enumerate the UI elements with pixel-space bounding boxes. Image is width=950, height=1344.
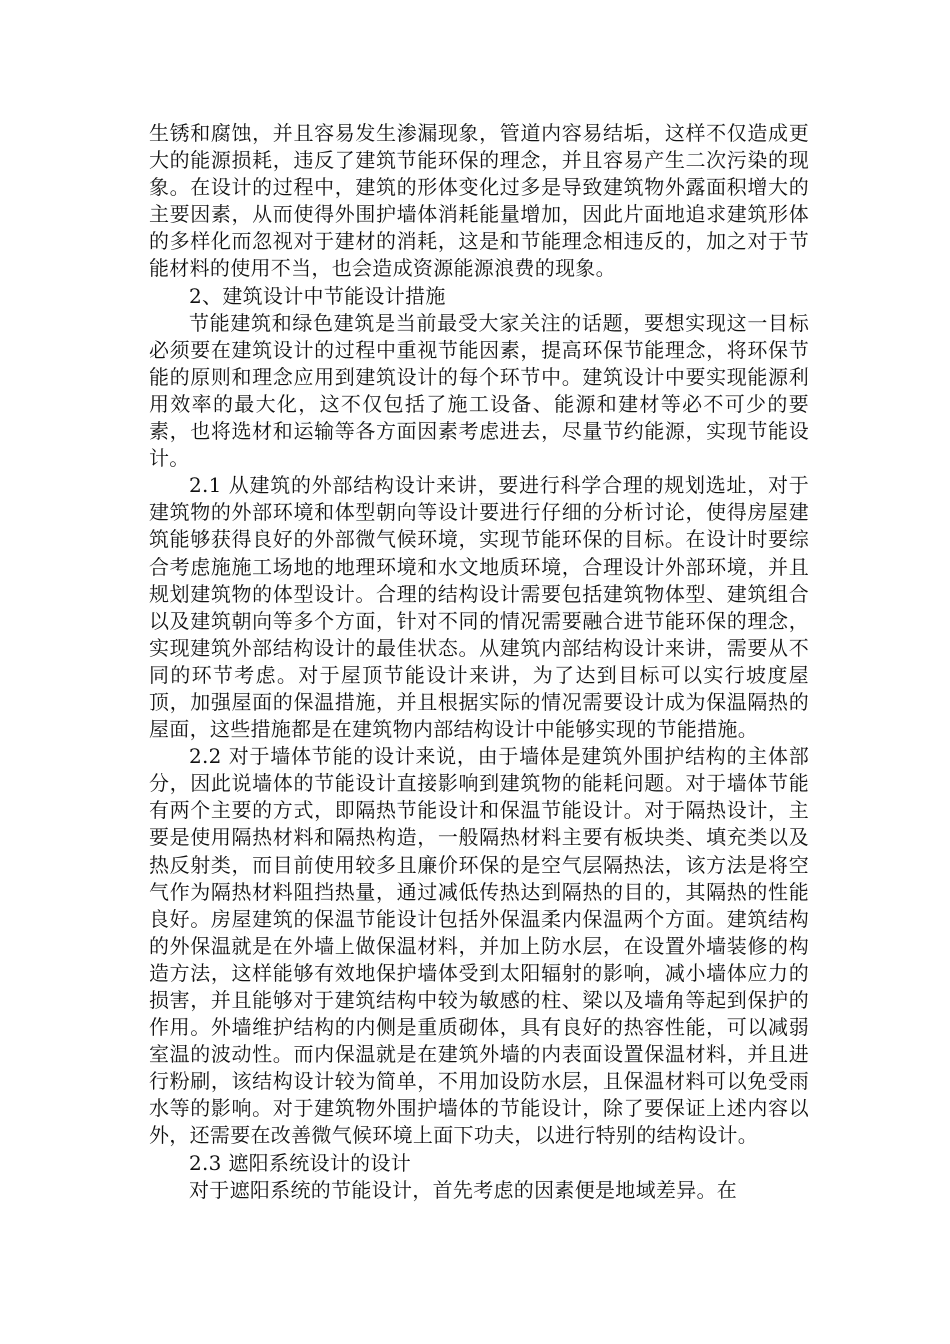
paragraph-intro: 节能建筑和绿色建筑是当前最受大家关注的话题，要想实现这一目标必须要在建筑设计的过程中重视节能因素，提高环保节能理念，将环保节能的原则和理念应用到建筑设计的每个环节中。建筑设计中要实现能源利用效率的最大化，这不仅包括了施工设备、能源和建材等必不可少的要素，也将选材和运输等各方面因素考虑进去，尽量节约能源，实现节能设计。 bbox=[149, 310, 809, 471]
article-body bbox=[149, 120, 809, 1204]
paragraph-2-2: 2.2 对于墙体节能的设计来说，由于墙体是建筑外围护结构的主体部分，因此说墙体的节能设计直接影响到建筑物的能耗问题。对于墙体节能有两个主要的方式，即隔热节能设计和保温节能设计。对于隔热设计，主要是使用隔热材料和隔热构造，一般隔热材料主要有板块类、填充类以及热反射类，而目前使用较多且廉价环保的是空气层隔热法，该方法是将空气作为隔热材料阻挡热量，通过减低传热达到隔热的目的，其隔热的性能良好。房屋建筑的保温节能设计包括外保温柔内保温两个方面。建筑结构的外保温就是在外墙上做保温材料，并加上防水层，在设置外墙装修的构造方法，这样能够有效地保护墙体受到太阳辐射的影响，减小墙体应力的损害，并且能够对于建筑结构中较为敏感的柱、梁以及墙角等起到保护的作用。外墙维护结构的内侧是重质砌体，具有良好的热容性能，可以减弱室温的波动性。而内保温就是在建筑外墙的内表面设置保温材料，并且进行粉刷，该结构设计较为简单，不用加设防水层，且保温材料可以免受雨水等的影响。对于建筑物外围护墙体的节能设计，除了要保证上述内容以外，还需要在改善微气候环境上面下功夫，以进行特别的结构设计。 bbox=[149, 744, 809, 1148]
section-heading-2-3: 2.3 遮阳系统设计的设计 bbox=[189, 1150, 412, 1175]
paragraph-2-3: 对于遮阳系统的节能设计，首先考虑的因素便是地域差异。在 bbox=[189, 1177, 738, 1202]
paragraph-2-1: 2.1 从建筑的外部结构设计来讲，要进行科学合理的规划选址，对于建筑物的外部环境和体型朝向等设计要进行仔细的分析讨论，使得房屋建筑能够获得良好的外部微气候环境，实现节能环保的目标。在设计时要综合考虑施施工场地的地理环境和水文地质环境，合理设计外部环境，并且规划建筑物的体型设计。合理的结构设计需要包括建筑物体型、建筑组合以及建筑朝向等多个方面，针对不同的情况需要融合进节能环保的理念，实现建筑外部结构设计的最佳状态。从建筑内部结构设计来讲，需要从不同的环节考虑。对于屋顶节能设计来讲，为了达到目标可以实行坡度屋顶，加强屋面的保温措施，并且根据实际的情况需要设计成为保温隔热的屋面，这些措施都是在建筑物内部结构设计中能够实现的节能措施。 bbox=[149, 473, 809, 742]
paragraph-continuation: 生锈和腐蚀，并且容易发生渗漏现象，管道内容易结垢，这样不仅造成更大的能源损耗，违反了建筑节能环保的理念，并且容易产生二次污染的现象。在设计的过程中，建筑的形体变化过多是导致建筑物外露面积增大的主要因素，从而使得外围护墙体消耗能量增加，因此片面地追求建筑形体的多样化而忽视对于建材的消耗，这是和节能理念相违反的，加之对于节能材料的使用不当，也会造成资源能源浪费的现象。 bbox=[149, 121, 809, 281]
section-heading-2: 2、建筑设计中节能设计措施 bbox=[189, 283, 446, 308]
